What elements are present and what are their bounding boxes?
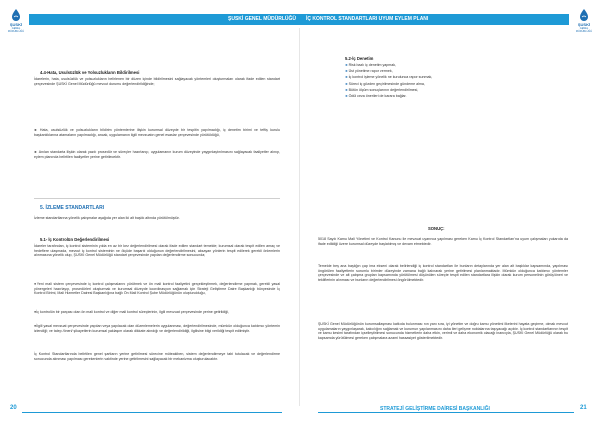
page-spine — [299, 28, 300, 406]
list-item: ► Bütün ölçüm sonuçlarının değerlendirilmesi, — [345, 87, 565, 93]
water-drop-icon — [577, 8, 591, 22]
section-5-1-paragraph: İdareler tarafından, iç kontrol sisteminin yılda en az bir kez değerlendirilmesi olarak ifade edilen standart temelde; kurumsal olarak tespit edilen amaç ve hedeflere ulaşmada, mevcut iç kontrol sisteminin ne ölçüde başarılı olduğunun değerlendirilmesini, aksayan yönlerin tespit edilerek gerekli önlemlerin alınmasına yönelik olup, ŞUSKİ Genel Müdürlüğü standart çerçevesinde yapılan değerlendirme sonucunda; — [34, 244, 280, 257]
logo-left — [5, 8, 27, 33]
list-item: ► Süreci iç gözden geçirilmesinde gündeme alma, — [345, 81, 565, 87]
section-5-paragraph: İzleme standartlarına yönelik çalışmalar aşağıda yer alan iki alt başlık altında yürütülmüştür. — [34, 216, 180, 220]
list-item: ► Ödül ceza önerileri de karara bağlar. — [345, 93, 565, 99]
section-4-4-bullet-1: ► Hata, usulsüzlük ve yolsuzlukların bildirim yöntemlerine ilişkin kurumsal düzeyde bir tespitin yapılmadığı, iç denetim birimi ve teftiş kurulu başkanlıklarına atamaların yapılmadığı, ancak, uygulamanın ilgili mevzuatın genel esaslar çerçevesinde yürütüldüğü, — [34, 128, 280, 137]
divider — [34, 198, 280, 199]
footer-line-left — [22, 412, 282, 413]
conclusion-paragraph-2: Temelde beş ana başlığın çap ima ekseni olarak belirlendiği iç kontrol standartları ile bunların detaylarında yer alan alt başlıklar kapsamında, yapılması öngörülen faaliyetlerin sorumlu birimler düzeyinde zamana bağlı kalınarak yerine getirilmesi planlanmaktadır. Mümkün olduğunca katılımcı yöntemler çerçevesinde ve alt çalışma grupları kapsamında yürütülmesi düşünülen süreçte tespit edilen standartlara ilişkin olarak kurum personelinin görüş/öneri ve tekliflerinin alınması ve bunların değerlendirilmesi öngörülmektedir. — [318, 264, 568, 282]
conclusion-heading: SONUÇ: — [428, 226, 445, 231]
section-5-1-bullet-1: ●Yeni mali sistem çerçevesinde iç kontrol çalışmalarını yürütmek ve ön mali kontrol faaliyetini gerçekleştirmek, değerlendirme yapmak, gerekli yasal yönergeleri hazırlayıp, prosedürleri oluşturmak ve kurumsal düzeyde koordinasyon sağlamak için Strateji Geliştirme Daire Başkanlığı bünyesinde İç Kontrol Birimi, Mali Hizmetler Dairesi Başkanlığına bağlı Ön Mali Kontrol Şube Müdürlüğünün oluşturulduğu, — [34, 282, 280, 295]
section-4-4-paragraph: İdarelerin, hata, usulsüzlük ve yolsuzlukların belirlenen bir düzen içinde bildirilmesini sağlayacak yöntemleri oluşturmaları olarak ifade edilen standart çerçevesinde ŞUSKİ Genel Müdürlüğü mevcut durumu değerlendirildiğinde; — [34, 77, 280, 86]
section-4-4-bullet-2: ► Anılan standarta ilişkin olarak yazılı prosedür ve süreçler hazırlanıp, uygulamanın kurum düzeyinde yaygınlaştırılmasını sağlayacak faaliyetler alınıp, eylem planında belirtilen faaliyetler yerine getirilecektir. — [34, 150, 280, 159]
list-item: ► İç kontrol işleme yönelik ne kurulunca rapor sunmak, — [345, 74, 565, 80]
list-item: ► Risk bazlı iç denetim yapmak, — [345, 62, 565, 68]
section-5-1-heading: 5.1- İç Kontrolün Değerlendirilmesi — [40, 237, 110, 242]
section-5-1-bullet-3: ●İlgili yasal mevzuat çerçevesinde yapılan veya yapılacak olan düzenlemelerin uygulanması, değerlendirilmesinde, mümkün olduğunca katılımcı yöntemin izlendiği; ve talep /öneri/ şikayetlerin kurumsal yaklaşım olarak dikkate alındığı ve değerlendirildiği, ilgilisine bilgi verildiği tespit edilmiştir. — [34, 324, 280, 333]
section-5-1-bullet-2: ●İç kontrolün bir parçası olan ön mali kontrol ve diğer mali kontrol süreçlerinin, ilgili mevzuat çerçevesinde yerine getirildiği, — [34, 310, 229, 314]
logo-name: ŞUSKİ — [9, 22, 23, 27]
header-right-title: İÇ KONTROL STANDARTLARI UYUM EYLEM PLANI — [306, 16, 429, 22]
footer-line-right — [318, 412, 574, 413]
page-number-left: 20 — [10, 405, 17, 411]
page-number-right: 21 — [580, 405, 587, 411]
section-5-2-heading: 5.2-İç Denetim — [345, 56, 374, 61]
conclusion-paragraph-1: 5018 Sayılı Kamu Mali Yönetimi ve Kontrol Kanunu ile mevzuat uyarınca yapılması gereken Kamu İç Kontrol Standartları'na uyum çalışmaları yukarıda da ifade edildiği üzere kurumsal düzeyde başlatılmış ve devam etmektedir. — [318, 237, 568, 246]
logo-right — [573, 8, 595, 33]
section-5-2-list — [345, 62, 565, 99]
conclusion-paragraph-3: ŞUSKİ Genel Müdürlüğünün kurumsallaşması katkıda bulunması nın yanı sıra, iyi yönetim ve doğru kamu yönetimi ilkelerini hayata geçirme, olmak mevcut uygulamaların yaygınlaşarak, kalıcılığını sağlamak ve kurumun yapılanmasını daha ileri gelişme noktalarına taşıyacağı açıktır. İç kontrol standartlarının tespit ve kamu kesimi tarafından içselleştirilmesi sonucunda hizmetlerin daha etkin, verimli ve daha ekonomik olacağı inancıyla, ŞUSKİ Genel Müdürlüğü olarak bu kapsamda yürütülmesi gereken çalışmalara azami hassasiyet gösterilmektedir. — [318, 322, 568, 340]
footer-department-title: STRATEJİ GELİŞTİRME DAİRESİ BAŞKANLIĞI — [380, 406, 490, 412]
logo-name: ŞUSKİ — [577, 22, 591, 27]
water-drop-icon — [9, 8, 23, 22]
logo-subtitle: GENEL MÜDÜRLÜĞÜ — [575, 27, 593, 33]
section-4-4-heading: 4.4-Hata, Usulsüzlük ve Yolsuzlukların Bildirilmesi — [40, 70, 140, 75]
logo-subtitle: GENEL MÜDÜRLÜĞÜ — [7, 27, 25, 33]
list-item: ► Üst yönetime rapor vermek, — [345, 68, 565, 74]
section-5-1-closing-paragraph: İç Kontrol Standartlarında belirtilen genel şartların yerine getirilmesi sürecine müteakiben, sistem değerlendirmeye tabi tutulacak ve değerlendirme sonucunda alınması yapılması gerekenlerin vaktinde yerine getirilmesini sağlayacak bir mekanizma oluşturulacaktır. — [34, 352, 280, 361]
header-left-title: ŞUSKİ GENEL MÜDÜRLÜĞÜ — [228, 16, 296, 22]
section-5-heading: 5. İZLEME STANDARTLARI — [40, 205, 105, 211]
